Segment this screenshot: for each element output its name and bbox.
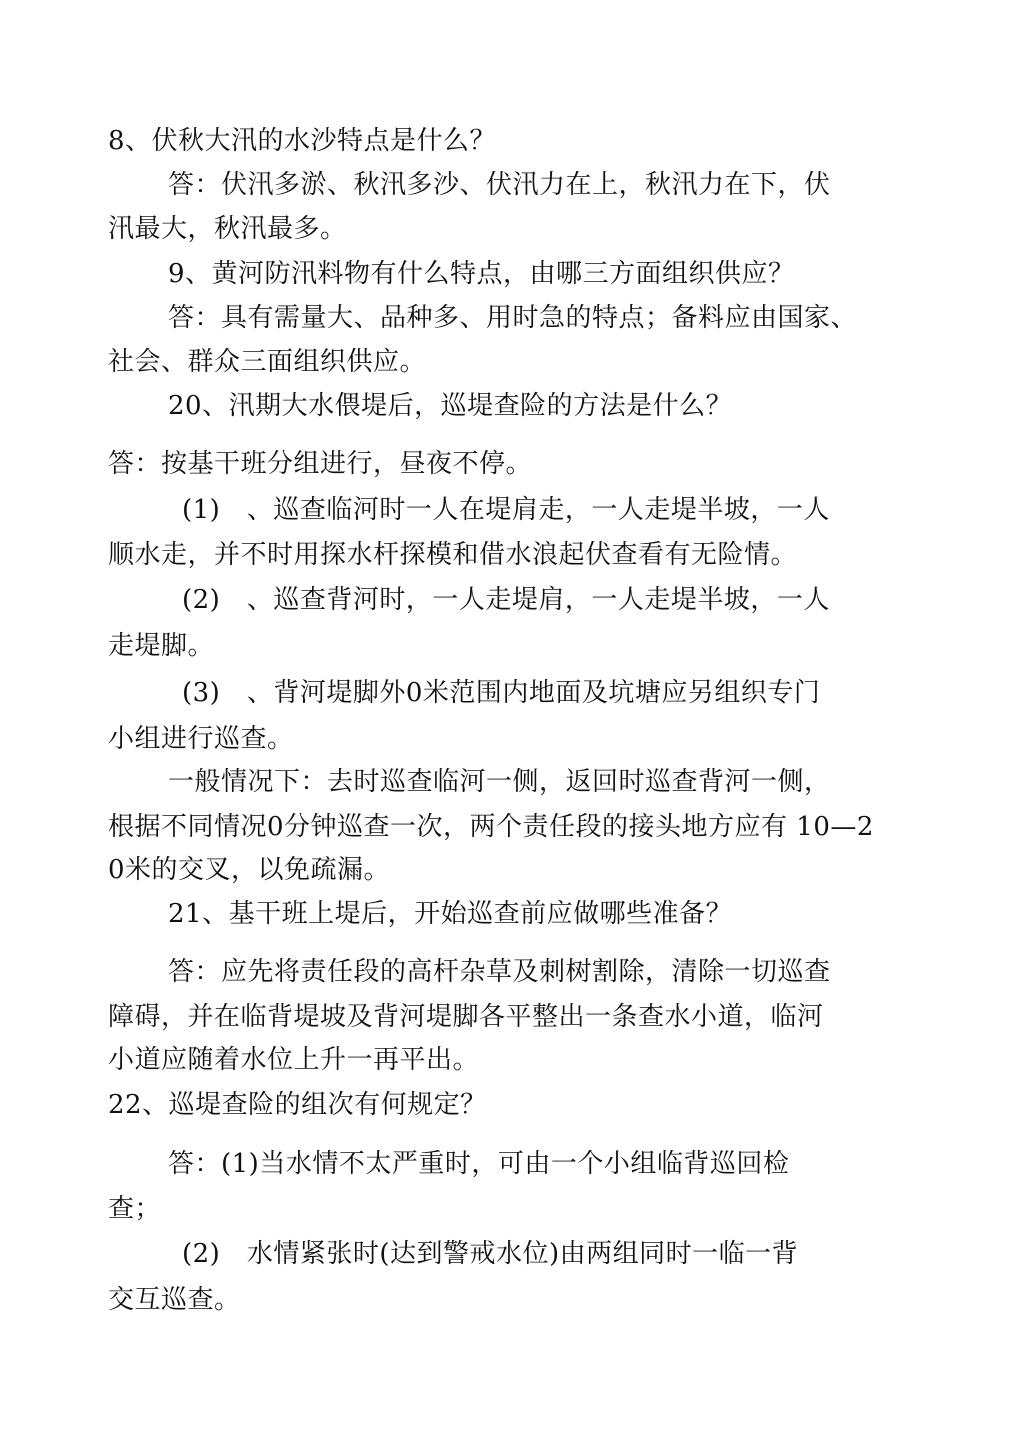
answer-20-general-line-2: 根据不同情况0分钟巡查一次，两个责任段的接头地方应有 10—2 bbox=[108, 812, 874, 842]
answer-21-line-3: 小道应随着水位上升一再平出。 bbox=[108, 1045, 480, 1075]
answer-8-line-1: 答：伏汛多淤、秋汛多沙、伏汛力在上，秋汛力在下，伏 bbox=[168, 170, 831, 200]
answer-22-item-2-line-2: 交互巡查。 bbox=[108, 1285, 241, 1315]
answer-20-general-line-3: 0米的交叉，以免疏漏。 bbox=[108, 855, 391, 885]
answer-20-item-1-line-1: (1) 、巡查临河时一人在堤肩走，一人走堤半坡，一人 bbox=[182, 495, 830, 525]
answer-8-line-2: 汛最大，秋汛最多。 bbox=[108, 214, 347, 244]
question-9: 9、黄河防汛料物有什么特点，由哪三方面组织供应？ bbox=[168, 259, 795, 289]
answer-22-item-1-line-2: 查； bbox=[108, 1194, 162, 1224]
answer-22-item-2-line-1: (2) 水情紧张时(达到警戒水位)由两组同时一临一背 bbox=[182, 1239, 799, 1269]
answer-20-item-3-line-1: (3) 、背河堤脚外0米范围内地面及坑塘应另组织专门 bbox=[182, 678, 821, 708]
answer-9-line-2: 社会、群众三面组织供应。 bbox=[108, 347, 427, 377]
answer-9-line-1: 答：具有需量大、品种多、用时急的特点；备料应由国家、 bbox=[168, 303, 858, 333]
answer-20-item-1-line-2: 顺水走，并不时用探水杆探模和借水浪起伏查看有无险情。 bbox=[108, 540, 798, 570]
question-20: 20、汛期大水偎堤后，巡堤查险的方法是什么？ bbox=[168, 391, 733, 421]
answer-21-line-1: 答：应先将责任段的高杆杂草及刺树割除，清除一切巡查 bbox=[168, 957, 831, 987]
answer-21-line-2: 障碍，并在临背堤坡及背河堤脚各平整出一条查水小道，临河 bbox=[108, 1002, 824, 1032]
answer-22-item-1-line-1: 答：(1)当水情不太严重时，可由一个小组临背巡回检 bbox=[168, 1149, 790, 1179]
question-21: 21、基干班上堤后，开始巡查前应做哪些准备？ bbox=[168, 899, 733, 929]
answer-20-intro: 答：按基干班分组进行，昼夜不停。 bbox=[108, 449, 533, 479]
answer-20-item-2-line-2: 走堤脚。 bbox=[108, 631, 215, 661]
answer-20-general-line-1: 一般情况下：去时巡查临河一侧，返回时巡查背河一侧， bbox=[168, 767, 831, 797]
question-8: 8、伏秋大汛的水沙特点是什么？ bbox=[108, 126, 497, 156]
question-22: 22、巡堤查险的组次有何规定？ bbox=[108, 1090, 487, 1120]
answer-20-item-3-line-2: 小组进行巡查。 bbox=[108, 724, 294, 754]
answer-20-item-2-line-1: (2) 、巡查背河时，一人走堤肩，一人走堤半坡，一人 bbox=[182, 585, 830, 615]
